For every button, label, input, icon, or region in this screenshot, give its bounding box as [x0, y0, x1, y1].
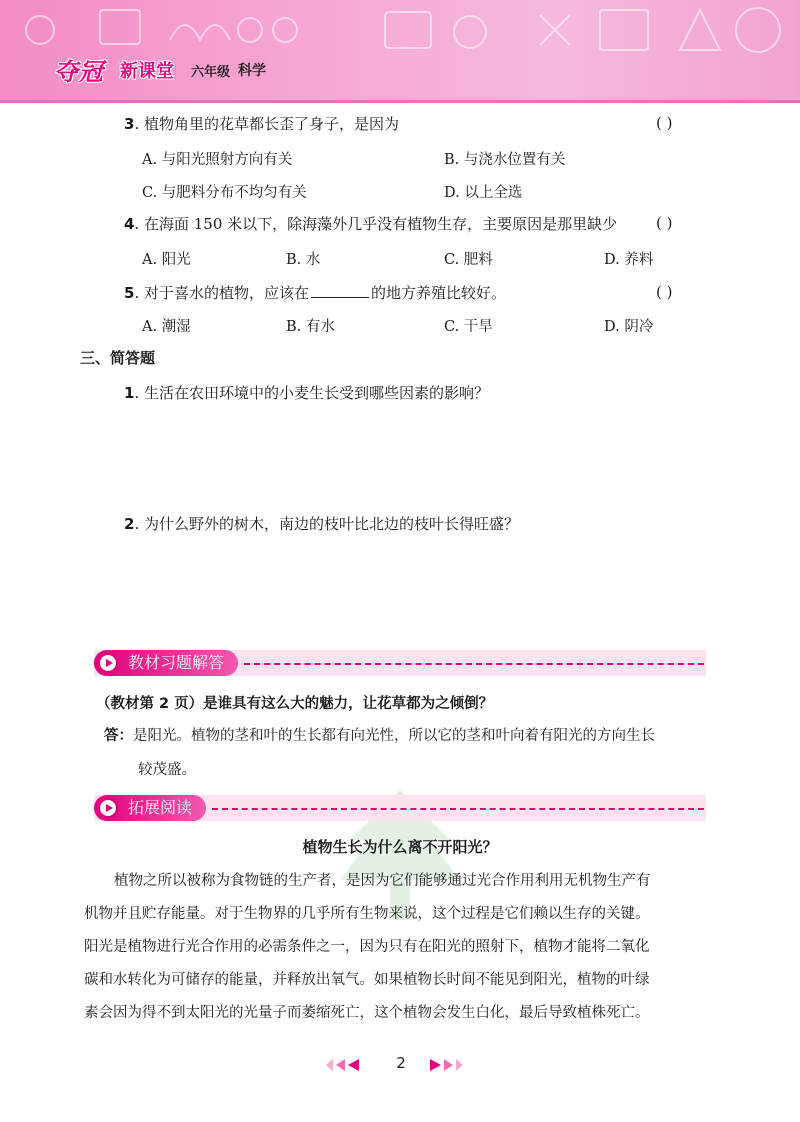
- option-c: C. 肥料: [444, 252, 493, 268]
- question-number: 1: [124, 384, 135, 402]
- banner-extended-reading: 拓展阅读: [94, 795, 206, 821]
- option-c: C. 与肥料分布不均匀有关: [142, 185, 307, 201]
- subject-label: 科学: [238, 63, 266, 79]
- reading-line-4: 碳和水转化为可储存的能量，并释放出氧气。如果植物长时间不能见到阳光，植物的叶绿: [84, 972, 650, 988]
- answer-parenthesis: ( ): [656, 283, 673, 301]
- textbook-answer-line-2: 较茂盛。: [138, 762, 196, 778]
- page-header: [0, 0, 800, 103]
- option-d: D. 养料: [604, 252, 654, 268]
- banner-dash-line: [212, 808, 704, 810]
- brand-subtitle: 新课堂: [120, 61, 174, 82]
- prev-arrow-icon: [336, 1059, 345, 1071]
- short-answer-question-1: [124, 383, 489, 403]
- option-c: C. 干旱: [444, 319, 493, 335]
- play-icon: [98, 798, 118, 818]
- option-a: A. 潮湿: [142, 319, 191, 335]
- answer-parenthesis: ( ): [656, 214, 673, 232]
- question-4: [124, 214, 617, 234]
- question-text: . 生活在农田环境中的小麦生长受到哪些因素的影响？: [134, 384, 489, 402]
- watermark-logo: [330, 780, 470, 1080]
- option-b: B. 与浇水位置有关: [444, 152, 566, 168]
- question-text-after: 的地方养殖比较好。: [370, 284, 506, 302]
- next-arrow-icon: [456, 1059, 463, 1071]
- question-number: 2: [124, 515, 135, 533]
- question-text: . 植物角里的花草都长歪了身子，是因为: [134, 115, 399, 133]
- next-arrow-icon: [444, 1059, 453, 1071]
- section-heading-short-answer: 三、简答题: [80, 349, 156, 367]
- reading-line-3: 阳光是植物进行光合作用的必需条件之一，因为只有在阳光的照射下，植物才能将二氧化: [84, 939, 650, 955]
- option-b: B. 有水: [286, 319, 335, 335]
- question-text: . 对于喜水的植物，应该在: [134, 284, 309, 302]
- question-5: [124, 283, 506, 303]
- question-text: . 为什么野外的树木，南边的枝叶比北边的枝叶长得旺盛？: [134, 515, 519, 533]
- grade-label: 六年级: [191, 65, 231, 80]
- header-decoration: [0, 0, 800, 100]
- prev-arrow-icon: [326, 1059, 333, 1071]
- option-a: A. 与阳光照射方向有关: [142, 152, 293, 168]
- option-d: D. 阴冷: [604, 319, 654, 335]
- reading-title: 植物生长为什么离不开阳光？: [302, 838, 498, 856]
- next-arrow-icon: [430, 1059, 441, 1071]
- reading-line-1: 植物之所以被称为食物链的生产者，是因为它们能够通过光合作用利用无机物生产有: [114, 873, 651, 889]
- banner-textbook-answers: 教材习题解答: [94, 650, 238, 676]
- fill-blank: [311, 283, 369, 298]
- question-3: [124, 114, 399, 134]
- question-number: 3: [124, 115, 135, 133]
- reading-line-5: 素会因为得不到太阳光的光量子而萎缩死亡，这个植物会发生白化，最后导致植株死亡。: [84, 1005, 650, 1021]
- textbook-question: （教材第 2 页）是谁具有这么大的魅力，让花草都为之倾倒？: [96, 696, 494, 712]
- prev-arrow-icon: [348, 1059, 359, 1071]
- banner-dash-line: [244, 663, 704, 665]
- brand-logo-text: 夺冠: [54, 58, 104, 86]
- reading-line-2: 机物并且贮存能量。对于生物界的几乎所有生物来说，这个过程是它们赖以生存的关键。: [84, 906, 650, 922]
- answer-parenthesis: ( ): [656, 114, 673, 132]
- page-number: 2: [396, 1054, 406, 1072]
- option-b: B. 水: [286, 252, 321, 268]
- question-number: 4: [124, 215, 135, 233]
- answer-label: 答：: [104, 728, 133, 744]
- option-d: D. 以上全选: [444, 185, 523, 201]
- question-number: 5: [124, 284, 135, 302]
- textbook-answer-line-1: [104, 720, 655, 752]
- answer-text: 是阳光。植物的茎和叶的生长都有向光性，所以它的茎和叶向着有阳光的方向生长: [133, 728, 655, 744]
- play-icon: [98, 653, 118, 673]
- option-a: A. 阳光: [142, 252, 191, 268]
- short-answer-question-2: [124, 514, 519, 534]
- page-footer: [326, 1054, 476, 1076]
- question-text: . 在海面 150 米以下，除海藻外几乎没有植物生存，主要原因是那里缺少: [134, 215, 618, 233]
